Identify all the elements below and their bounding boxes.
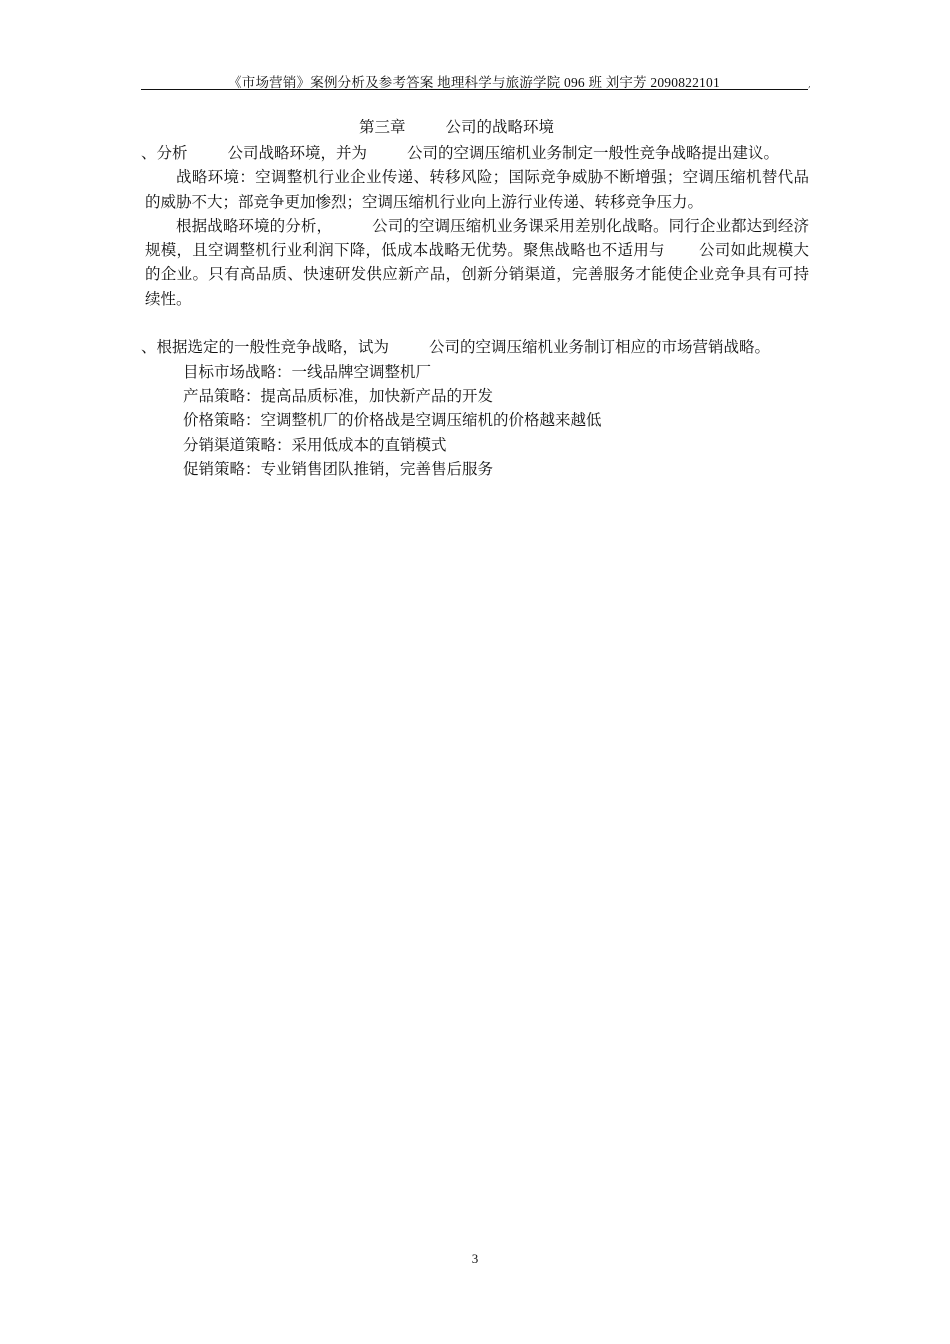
strategy-item: 促销策略：专业销售团队推销，完善售后服务 — [183, 459, 494, 478]
strategy-analysis-paragraph — [145, 214, 809, 311]
strategic-environment-paragraph: 战略环境：空调整机行业企业传递、转移风险；国际竞争威胁不断增强；空调压缩机替代品的威胁不大；部竞争更加惨烈；空调压缩机行业向上游行业传递、转移竞争压力。 — [145, 168, 809, 211]
question-1-part-a: 、分析 — [141, 144, 188, 162]
strategy-item: 分销渠道策略：采用低成本的直销模式 — [183, 435, 447, 454]
strategy-item: 目标市场战略：一线品牌空调整机厂 — [183, 362, 432, 381]
page-header: 《市场营销》案例分析及参考答案 地理科学与旅游学院 096 班 刘宇芳 2090822101 — [228, 75, 720, 90]
analysis-part-a: 根据战略环境的分析， — [176, 216, 333, 235]
paragraph-spacer — [145, 311, 809, 335]
analysis-part-c: 公司如此规模大的企业。只有高品质、快速研发供应新产品，创新分销渠道，完善服务才能使企业竞争具有可持续性。 — [145, 241, 809, 308]
question-1 — [141, 141, 809, 165]
chapter-number: 第三章 — [359, 118, 406, 136]
question-1-part-c: 公司的空调压缩机业务制定一般性竞争战略提出建议。 — [407, 144, 780, 162]
question-2-part-a: 、根据选定的一般性竞争战略，试为 — [141, 338, 390, 357]
header-mark: , — [808, 80, 811, 90]
chapter-title-text: 公司的战略环境 — [445, 118, 555, 136]
question-1-part-b: 公司战略环境，并为 — [227, 144, 368, 162]
chapter-title — [359, 115, 554, 137]
analysis-part-b: 公司的空调压缩机业务课采用差别化战略。同行企业都达到经济规模，且空调整机行业利润下降，低成本战略无优势。聚焦战略也不适用与 — [145, 216, 809, 260]
page-number: 3 — [471, 1251, 479, 1266]
strategy-item: 价格策略：空调整机厂的价格战是空调压缩机的价格越来越低 — [183, 411, 602, 430]
strategy-item: 产品策略：提高品质标准，加快新产品的开发 — [183, 386, 494, 405]
question-2 — [141, 335, 809, 359]
header-rule — [141, 89, 808, 90]
question-2-part-b: 公司的空调压缩机业务制订相应的市场营销战略。 — [429, 338, 771, 357]
document-body — [141, 141, 809, 481]
